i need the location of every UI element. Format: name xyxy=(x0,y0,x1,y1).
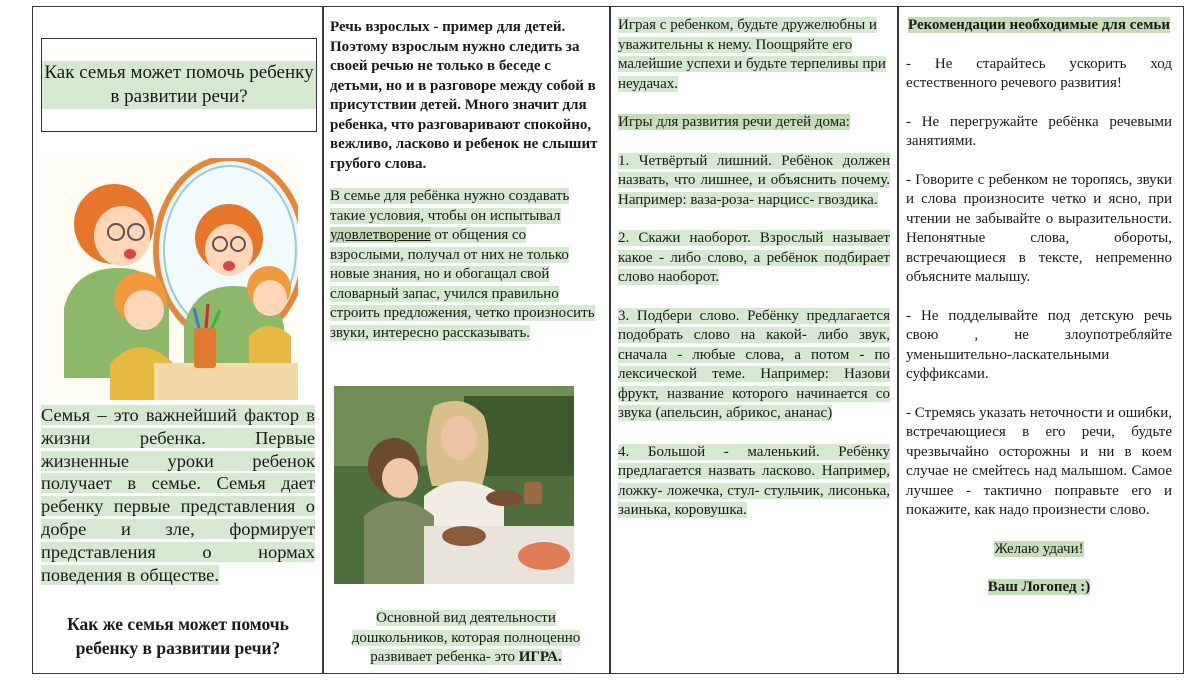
recommendation-item: - Не старайтесь ускорить ход естественного речевого развития! xyxy=(906,55,1172,91)
recommendation-item: - Не подделывайте под детскую речь свою , не злоупотребляйте уменьшительно-ласкательными суффиксами. xyxy=(906,307,1172,382)
column-speech-games xyxy=(618,16,890,521)
game-item: 3. Подбери слово. Ребёнку предлагается подобрать слово на какой- либо звук, сначала - любые слова, а потом - по лексической теме. Например: Назови фрукт, название которого начинается со звука (апельсин, абрикос, ананас) xyxy=(618,307,890,421)
recommendation-item: - Стремясь указать неточности и ошибки, встречающиеся в его речи, будьте чрезвычайно осторожны и ни в коем случае не смейтесь над малышом. Самое лучшее - тактично поправьте его и покажите, как надо произнести слово. xyxy=(906,404,1172,518)
recommendation-item: - Говорите с ребенком не торопясь, звуки и слова произносите четко и ясно, при чтении не забывайте о выразительности. Непонятные слова, обороты, встречающиеся в тексте, непременно объясните малышу. xyxy=(906,171,1172,285)
family-help-question: Как же семья может помочь ребенку в развитии речи? xyxy=(67,614,289,658)
signature: Ваш Логопед :) xyxy=(987,579,1091,595)
communication-paragraph: В семье для ребёнка нужно создавать такие условия, чтобы он испытывал удовлетворение от общения со взрослыми, получал от них не только новые знания, но и обогащал свой словарный запас, учился правильно строить предложения, четко произносить звуки, интересно рассказывать. xyxy=(330,188,595,341)
family-photo xyxy=(334,386,574,584)
game-item: 2. Скажи наоборот. Взрослый называет какое - либо слово, а ребёнок подбирает слово наоборот. xyxy=(618,230,890,285)
mirror-illustration xyxy=(44,158,298,400)
play-advice: Играя с ребенком, будьте дружелюбны и уважительны к нему. Поощряйте его малейшие успехи и будьте терпеливы при неудачах. xyxy=(618,17,886,92)
family-importance-text: Семья – это важнейший фактор в жизни ребенка. Первые жизненные уроки ребенок получает в семье. Семья дает ребенку первые представления о добре и зле, формирует представления о нормах поведения в обществе. xyxy=(41,405,315,585)
main-activity-footer: Основной вид деятельности дошкольников, которая полноценно развивает ребенка- это ИГРА. xyxy=(351,610,581,665)
good-luck-wish: Желаю удачи! xyxy=(994,540,1084,557)
brochure-title: Как семья может помочь ребенку в развитии речи? xyxy=(42,61,316,109)
column-recommendations xyxy=(906,16,1172,598)
game-item: 4. Большой - маленький. Ребёнку предлагается назвать ласково. Например, ложку- ложечка, стул- стульчик, лисонька, заинька, коровушка. xyxy=(618,443,890,518)
column-adult-speech xyxy=(330,18,602,343)
recommendation-item: - Не перегружайте ребёнка речевыми занятиями. xyxy=(906,113,1172,149)
games-heading: Игры для развития речи детей дома: xyxy=(618,114,850,130)
recommendations-heading: Рекомендации необходимые для семьи xyxy=(907,17,1171,33)
column-divider-2 xyxy=(609,6,611,674)
adult-speech-intro: Речь взрослых - пример для детей. Поэтому взрослым нужно следить за своей речью не только в беседе с детьми, но и в разговоре между собой в присутствии детей. Много значит для ребенка, что разговаривают спокойно, вежливо, ласково и ребенок не слышит грубого слова. xyxy=(330,19,598,172)
game-item: 1. Четвёртый лишний. Ребёнок должен назвать, что лишнее, и объяснить почему. Например: ваза-роза- нарцисс- гвоздика. xyxy=(618,152,890,208)
brochure-title-box xyxy=(41,38,317,132)
column-divider-1 xyxy=(322,6,324,674)
column-divider-3 xyxy=(897,6,899,674)
